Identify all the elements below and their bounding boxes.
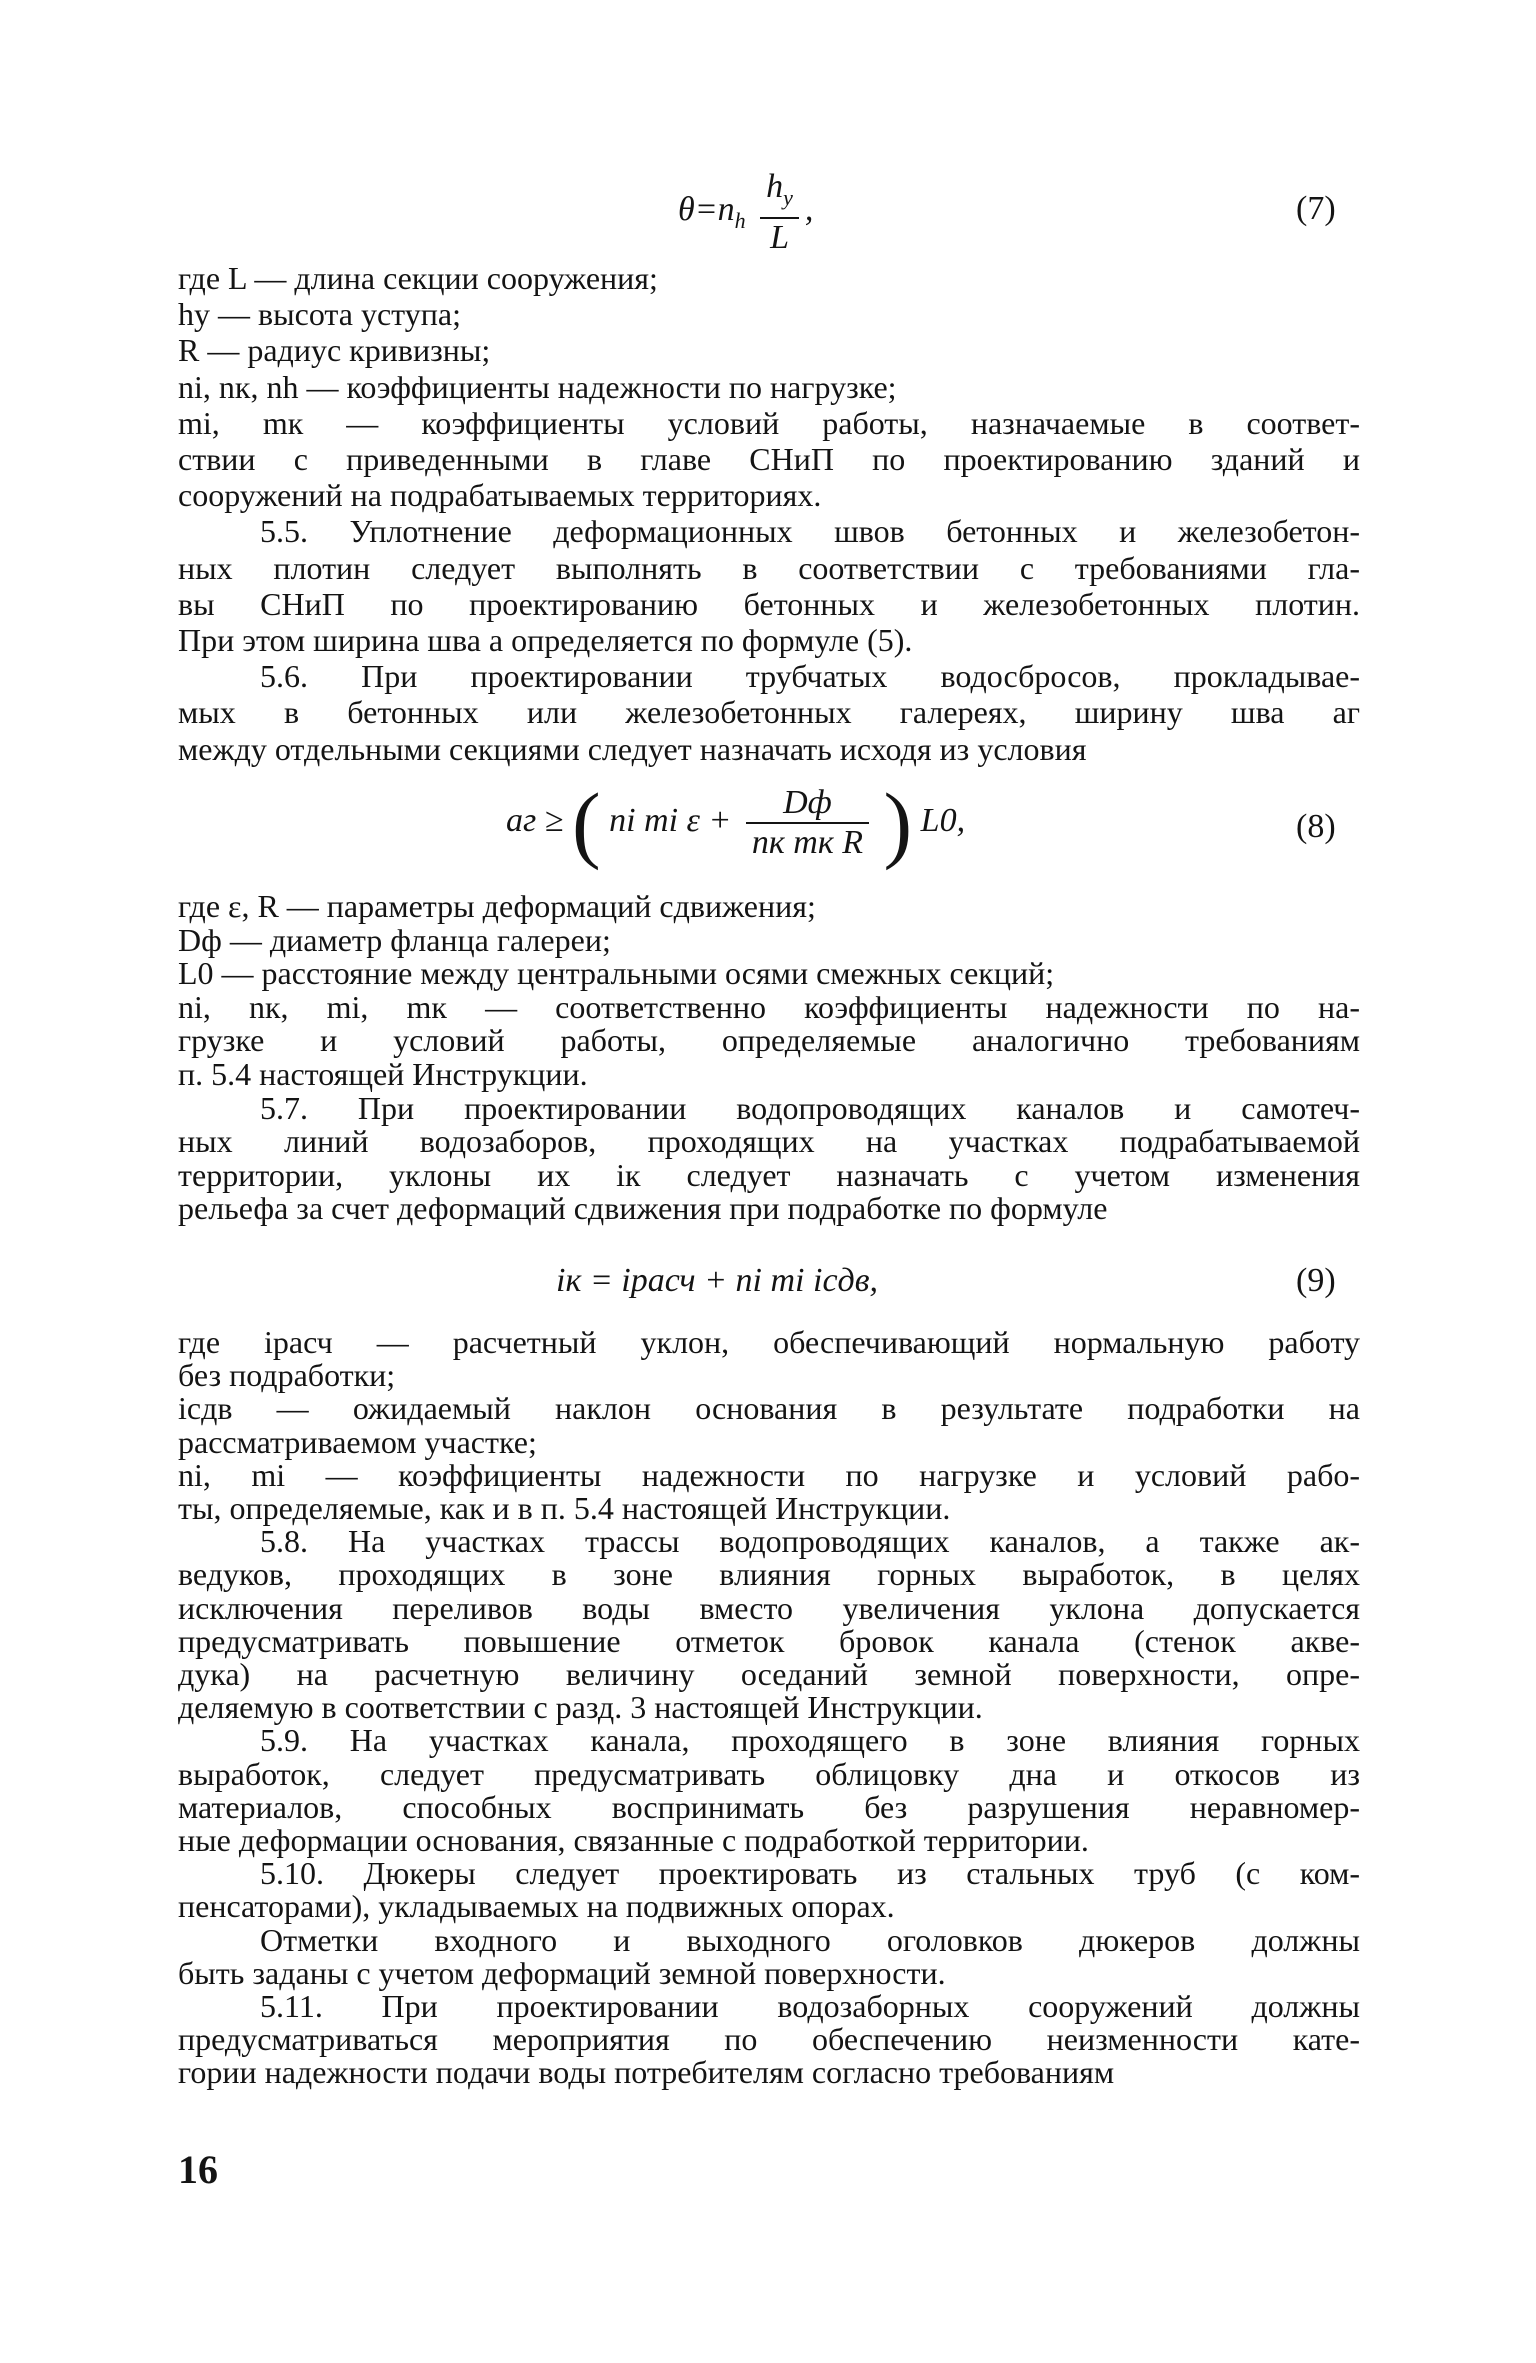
text-line: сооружений на подрабатываемых территориях.	[178, 477, 822, 514]
formula-8: aг ≥ ( ni mi ε + $\frac{Dф}{\text{nк mк R}}$ ) L0,	[506, 775, 966, 871]
formula-8-denominator: nк mк R	[751, 824, 864, 861]
text-line: Dф — диаметр фланца галереи;	[178, 921, 611, 958]
text-line: между отдельными секциями следует назначать исходя из условия	[178, 730, 1087, 767]
text-line: рассматриваемом участке;	[178, 1423, 537, 1460]
text-line: без подработки;	[178, 1357, 396, 1394]
text-line: mi, mк — коэффициенты условий работы, назначаемые в соответ-	[178, 404, 1360, 441]
text-line: 5.6. При проектировании трубчатых водосбросов, прокладывае-	[260, 658, 1360, 695]
text-line: ные деформации основания, связанные с подработкой территории.	[178, 1822, 1089, 1858]
formula-7-fraction	[760, 168, 799, 257]
formula-7-lhs-sub: h	[734, 208, 746, 233]
formula-8-fraction	[746, 784, 869, 862]
formula-9: iк = iрасч + ni mi iсдв,	[556, 1262, 878, 1299]
text-line: hу — высота уступа;	[178, 296, 461, 333]
text-line: где L — длина секции сооружения;	[178, 260, 658, 296]
text-line: 5.9. На участках канала, проходящего в зоне влияния горных	[260, 1722, 1360, 1759]
text-line: материалов, способных воспринимать без разрушения неравномер-	[178, 1788, 1360, 1825]
text-line: деляемую в соответствии с разд. 3 настоящей Инструкции.	[178, 1689, 983, 1726]
formula-8-tail: L0,	[920, 801, 966, 839]
text-line: грузке и условий работы, определяемые аналогично требованиям	[178, 1022, 1360, 1059]
formula-8-inner: ni mi ε +	[609, 801, 732, 839]
text-line: ты, определяемые, как и в п. 5.4 настоящей Инструкции.	[178, 1490, 951, 1526]
text-line: 5.8. На участках трассы водопроводящих каналов, а также ак-	[260, 1523, 1360, 1560]
text-line: При этом ширина шва a определяется по формуле (5).	[178, 622, 913, 658]
text-line: 5.10. Дюкеры следует проектировать из стальных труб (с ком-	[260, 1855, 1360, 1892]
text-line: ni, mi — коэффициенты надежности по нагрузке и условий рабо-	[178, 1456, 1360, 1493]
equation-number-8: (8)	[1296, 808, 1336, 845]
text-line: п. 5.4 настоящей Инструкции.	[178, 1056, 588, 1092]
text-line: ных плотин следует выполнять в соответствии с требованиями гла-	[178, 549, 1360, 586]
text-line: мых в бетонных или железобетонных галереях, ширину шва aг	[178, 694, 1360, 731]
text-line: быть заданы с учетом деформаций земной поверхности.	[178, 1954, 946, 1991]
text-line: территории, уклоны их iк следует назначать с учетом изменения	[178, 1156, 1360, 1193]
text-line: ствии с приведенными в главе СНиП по проектированию зданий и	[178, 441, 1360, 477]
equation-number-7: (7)	[1296, 190, 1336, 227]
formula-7	[678, 168, 813, 257]
text-line: где ε, R — параметры деформаций сдвижения;	[178, 888, 816, 924]
formula-7-denominator: L	[770, 218, 789, 256]
formula-8-lhs: aг ≥	[506, 801, 564, 839]
text-line: предусматриваться мероприятия по обеспечению неизменности кате-	[178, 2021, 1360, 2058]
text-line: ных линий водозаборов, проходящих на участках подрабатываемой	[178, 1123, 1360, 1160]
formula-7-numerator: h	[766, 168, 784, 205]
text-line: L0 — расстояние между центральными осями смежных секций;	[178, 955, 1055, 992]
formula-8-numerator: Dф	[746, 784, 869, 824]
text-line: где iрасч — расчетный уклон, обеспечивающий нормальную работу	[178, 1324, 1360, 1360]
text-line: гории надежности подачи воды потребителям согласно требованиям	[178, 2054, 1115, 2091]
formula-7-tail: ,	[804, 191, 814, 229]
text-line: 5.5. Уплотнение деформационных швов бетонных и железобетон-	[260, 513, 1360, 550]
text-line: Отметки входного и выходного оголовков дюкеров должны	[260, 1921, 1360, 1958]
text-line: исключения переливов воды вместо увеличения уклона допускается	[178, 1589, 1360, 1626]
text-line: пенсаторами), укладываемых на подвижных опорах.	[178, 1888, 895, 1925]
text-line: дука) на расчетную величину оседаний земной поверхности, опре-	[178, 1656, 1360, 1692]
equation-number-9: (9)	[1296, 1262, 1336, 1299]
text-line: iсдв — ожидаемый наклон основания в результате подработки на	[178, 1390, 1360, 1427]
formula-7-lhs: θ=n	[678, 191, 735, 229]
text-line: ведуков, проходящих в зоне влияния горных выработок, в целях	[178, 1556, 1360, 1593]
text-line: выработок, следует предусматривать облицовку дна и откосов из	[178, 1755, 1360, 1792]
text-line: вы СНиП по проектированию бетонных и железобетонных плотин.	[178, 585, 1360, 622]
page-number: 16	[178, 2147, 218, 2192]
text-line: ni, nк, mi, mк — соответственно коэффициенты надежности по на-	[178, 988, 1360, 1025]
text-line: ni, nк, nh — коэффициенты надежности по нагрузке;	[178, 368, 897, 405]
text-line: 5.11. При проектировании водозаборных сооружений должны	[260, 1988, 1360, 2024]
formula-7-numerator-sub: у	[783, 184, 793, 210]
text-line: предусматривать повышение отметок бровок канала (стенок акве-	[178, 1622, 1360, 1659]
text-line: R — радиус кривизны;	[178, 332, 491, 369]
text-line: рельефа за счет деформаций сдвижения при подработке по формуле	[178, 1190, 1108, 1227]
text-line: 5.7. При проектировании водопроводящих каналов и самотеч-	[260, 1089, 1360, 1126]
